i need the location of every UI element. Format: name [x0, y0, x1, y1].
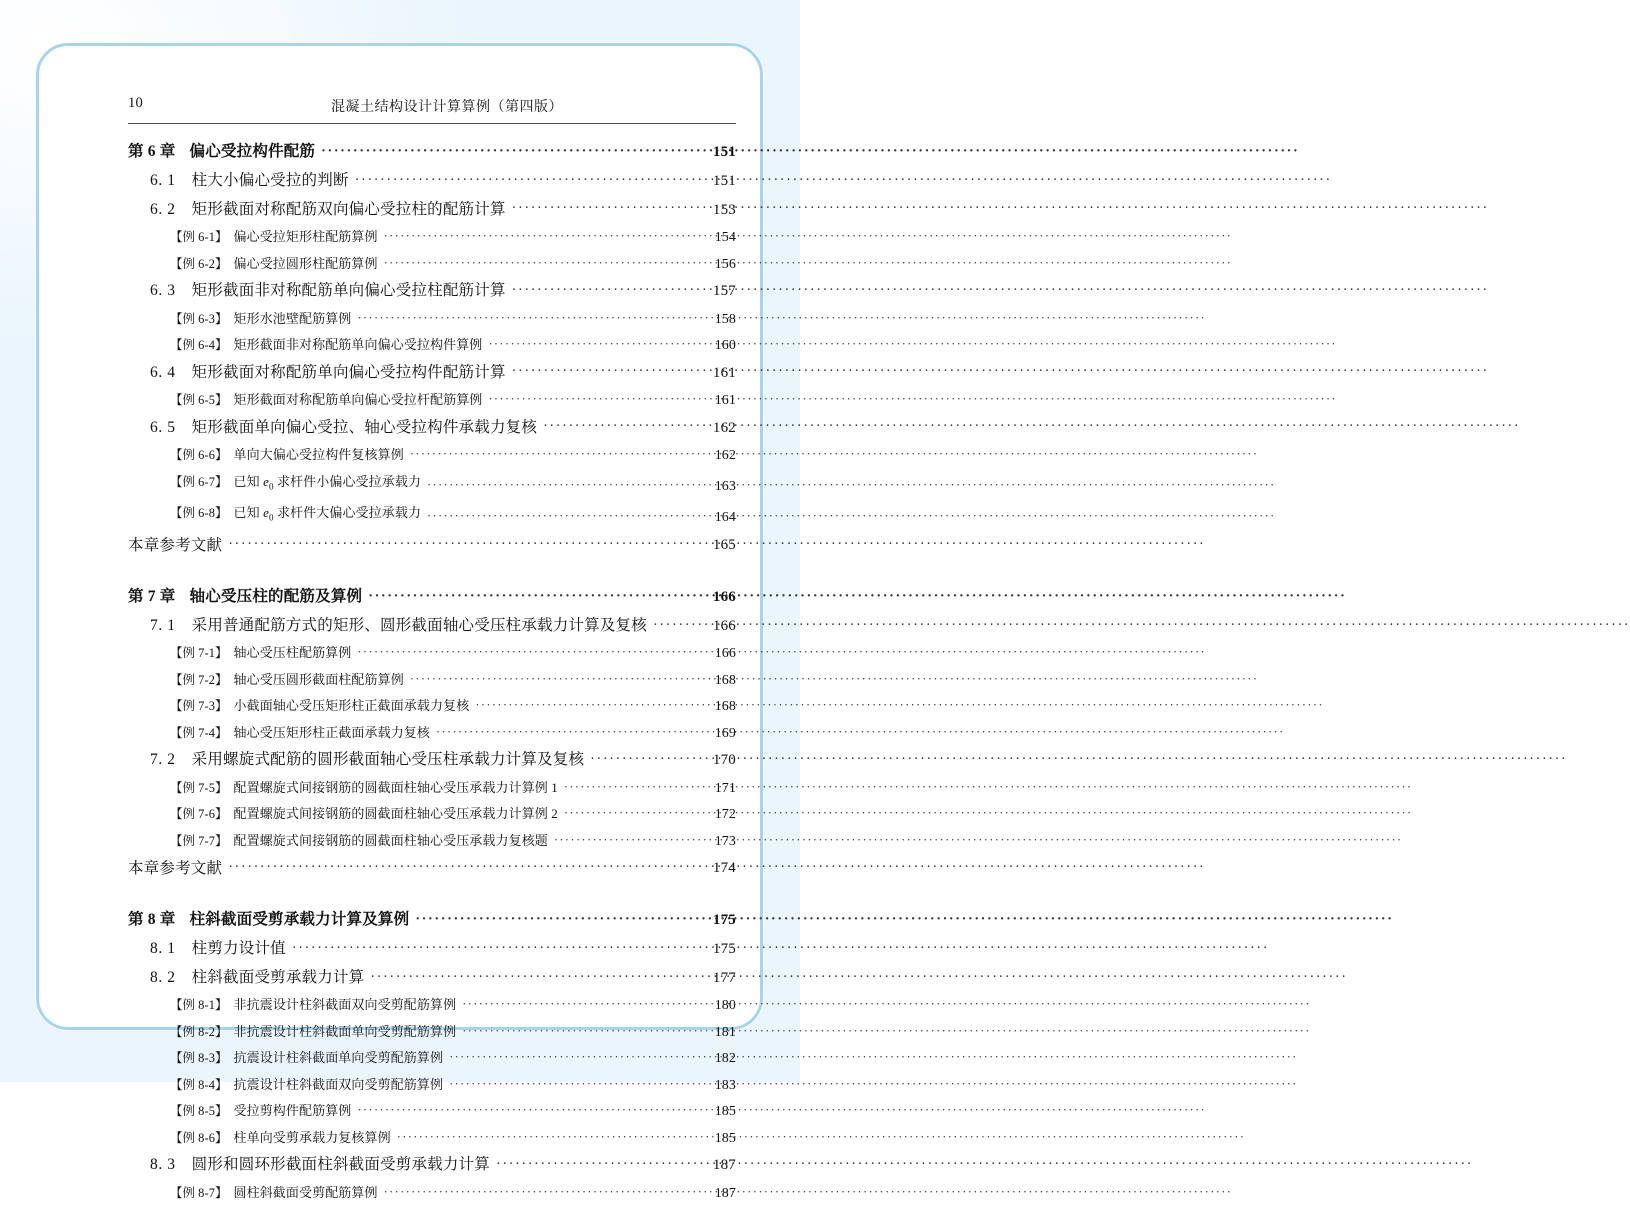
toc-example-entry[interactable]	[128, 992, 736, 1019]
toc-references-entry-title: 本章参考文献	[128, 860, 223, 878]
toc-section-entry-page-number: 153	[712, 201, 736, 218]
toc-example-entry[interactable]	[128, 640, 736, 667]
dot-leader	[357, 654, 702, 667]
toc-section-entry[interactable]	[128, 935, 736, 964]
toc-section-entry-title: 柱斜截面受剪承载力计算	[191, 968, 365, 986]
toc-section-entry-title: 采用螺旋式配筋的圆形截面轴心受压柱承载力计算及复核	[191, 751, 585, 769]
toc-section-entry-label	[150, 612, 647, 641]
toc-example-entry-title: 偏心受拉矩形柱配筋算例	[233, 229, 378, 244]
toc-example-entry-title: 配置螺旋式间接钢筋的圆截面柱轴心受压承载力复核题	[233, 832, 548, 848]
toc-section-entry-title: 矩形截面对称配筋单向偏心受拉构件配筋计算	[191, 363, 506, 381]
dot-leader	[228, 868, 702, 884]
toc-example-entry-page-number: 168	[714, 699, 736, 715]
chapter-spacer	[128, 560, 736, 582]
toc-references-entry-title: 本章参考文献	[128, 536, 223, 554]
dot-leader	[449, 1059, 702, 1072]
toc-example-entry-page-number: 185	[714, 1130, 736, 1146]
dot-leader	[415, 920, 702, 936]
toc-section-entry-title: 矩形截面非对称配筋单向偏心受拉柱配筋计算	[191, 282, 506, 299]
chapter-block	[128, 905, 736, 1206]
toc-example-entry-label	[170, 693, 469, 720]
toc-chapter-heading-title: 轴心受压柱的配筋及算例	[189, 587, 363, 605]
toc-references-entry[interactable]	[128, 854, 736, 883]
toc-example-entry-title: 单向大偏心受拉构件复核算例	[233, 447, 404, 462]
chapter-block	[128, 137, 736, 560]
toc-section-entry-page-number: 151	[712, 173, 736, 189]
toc-section-entry-label	[150, 196, 506, 225]
toc-example-entry-title: 矩形截面非对称配筋单向偏心受拉构件算例	[233, 337, 483, 352]
toc-section-entry-label	[150, 277, 506, 306]
toc-example-entry-title: 轴心受压柱配筋算例	[233, 645, 352, 661]
toc-example-entry[interactable]	[128, 775, 736, 802]
toc-example-entry-title: 柱单向受剪承载力复核算例	[233, 1129, 391, 1145]
toc-chapter-heading-page-number: 175	[712, 912, 736, 929]
toc-example-entry-page-number: 164	[714, 510, 736, 526]
book-title-header: 混凝土结构设计计算算例（第四版）	[331, 100, 563, 115]
toc-chapter-heading-number: 第 8 章	[128, 911, 176, 929]
toc-example-entry-label	[170, 306, 351, 333]
dot-leader	[368, 596, 702, 612]
toc-example-entry-title: 矩形水池壁配筋算例	[233, 310, 352, 326]
toc-example-entry-title: 受拉剪构件配筋算例	[233, 1103, 352, 1119]
dot-leader	[512, 290, 702, 306]
toc-example-entry[interactable]	[128, 1180, 736, 1206]
toc-example-entry-title: 抗震设计柱斜截面单向受剪配筋算例	[233, 1050, 444, 1066]
toc-example-entry-number: 【例 7-4】	[170, 725, 228, 740]
toc-example-entry[interactable]	[128, 1125, 736, 1152]
toc-example-entry-page-number: 187	[714, 1185, 736, 1201]
toc-example-entry-number: 【例 6-5】	[170, 393, 228, 407]
toc-example-entry-title: 圆柱斜截面受剪配筋算例	[233, 1184, 378, 1200]
document-page	[36, 43, 763, 1201]
toc-example-entry-page-number: 169	[714, 725, 736, 741]
toc-chapter-heading-title: 柱斜截面受剪承载力计算及算例	[189, 911, 410, 929]
dot-leader	[512, 372, 702, 388]
toc-example-entry-label	[170, 1180, 378, 1206]
toc-references-entry-label	[128, 854, 222, 883]
toc-example-entry-number: 【例 6-1】	[170, 230, 228, 244]
toc-example-entry-label	[170, 667, 404, 694]
chapter-spacer	[128, 883, 736, 905]
toc-section-entry-label	[150, 964, 364, 993]
dot-leader	[228, 544, 702, 560]
toc-section-entry-title: 矩形截面对称配筋双向偏心受拉柱的配筋计算	[191, 200, 506, 218]
toc-example-entry[interactable]	[128, 469, 736, 500]
toc-example-entry[interactable]	[128, 251, 736, 278]
math-symbol-e0: $e_0$	[263, 473, 274, 492]
toc-example-entry-label	[170, 720, 430, 747]
toc-example-entry-label	[170, 224, 378, 251]
toc-example-entry-title: 已知 $e_0$ 求杆件大偏心受拉承载力	[233, 504, 422, 523]
toc-section-entry[interactable]	[128, 359, 736, 388]
dot-leader	[427, 487, 702, 500]
dot-leader	[590, 759, 702, 775]
toc-section-entry-page-number: 177	[712, 969, 736, 986]
toc-example-entry[interactable]	[128, 387, 736, 414]
toc-example-entry-number: 【例 6-2】	[170, 256, 228, 271]
toc-chapter-heading-page-number: 166	[712, 588, 736, 605]
toc-chapter-heading-label	[128, 905, 409, 935]
toc-example-entry-page-number: 163	[714, 479, 736, 495]
toc-example-entry[interactable]	[128, 1098, 736, 1125]
toc-example-entry-page-number: 171	[714, 780, 736, 796]
toc-example-entry[interactable]	[128, 693, 736, 720]
toc-section-entry-label	[150, 414, 537, 443]
toc-references-entry[interactable]	[128, 531, 736, 560]
toc-example-entry-number: 【例 7-2】	[170, 672, 228, 687]
dot-leader	[357, 319, 702, 332]
toc-example-entry-page-number: 162	[714, 448, 736, 463]
toc-example-entry-label	[170, 1125, 391, 1152]
toc-section-entry-page-number: 162	[712, 419, 736, 436]
toc-example-entry[interactable]	[128, 667, 736, 694]
dot-leader	[384, 1193, 702, 1206]
toc-example-entry[interactable]	[128, 1045, 736, 1072]
toc-example-entry-page-number: 185	[714, 1104, 736, 1120]
toc-section-entry[interactable]	[128, 167, 736, 196]
page-folio-number: 10	[128, 95, 144, 111]
toc-section-entry-page-number: 175	[712, 941, 736, 958]
dot-leader	[321, 152, 702, 168]
toc-section-entry[interactable]	[128, 746, 736, 775]
toc-example-entry-page-number: 156	[714, 256, 736, 272]
toc-section-entry-number: 7. 1	[150, 616, 176, 634]
toc-example-entry-page-number: 158	[714, 311, 736, 327]
toc-example-entry-number: 【例 7-1】	[170, 646, 228, 661]
toc-example-entry-number: 【例 8-4】	[170, 1077, 228, 1092]
toc-references-entry-label	[128, 531, 222, 560]
toc-example-entry-title: 配置螺旋式间接钢筋的圆截面柱轴心受压承载力计算例 1	[233, 779, 558, 795]
toc-section-entry-title: 采用普通配筋方式的矩形、圆形截面轴心受压柱承载力计算及复核	[191, 616, 647, 634]
header-divider-rule	[128, 123, 736, 124]
toc-example-entry-page-number: 181	[714, 1024, 736, 1040]
toc-section-entry[interactable]	[128, 612, 736, 641]
toc-example-entry-label	[170, 640, 351, 667]
toc-example-entry-number: 【例 8-2】	[170, 1024, 228, 1039]
toc-example-entry-page-number: 183	[714, 1077, 736, 1093]
toc-section-entry-label	[150, 359, 506, 388]
toc-example-entry-number: 【例 8-3】	[170, 1051, 228, 1066]
toc-example-entry-title: 已知 $e_0$ 求杆件小偏心受拉承载力	[233, 473, 422, 492]
toc-section-entry[interactable]	[128, 196, 736, 225]
toc-example-entry-page-number: 166	[714, 646, 736, 662]
toc-chapter-heading[interactable]	[128, 137, 736, 167]
toc-example-entry[interactable]	[128, 1019, 736, 1046]
running-header	[128, 95, 736, 119]
toc-section-entry-number: 7. 2	[150, 751, 176, 769]
toc-section-entry-page-number: 166	[712, 617, 736, 634]
dot-leader	[355, 180, 702, 196]
toc-example-entry-title: 小截面轴心受压矩形柱正截面承载力复核	[233, 698, 470, 714]
dot-leader	[543, 427, 702, 443]
dot-leader	[564, 788, 702, 801]
toc-references-entry-page-number: 174	[712, 860, 736, 877]
toc-section-entry-number: 8. 2	[150, 968, 176, 986]
toc-section-entry[interactable]	[128, 964, 736, 993]
dot-leader	[292, 948, 702, 964]
toc-chapter-heading-label	[128, 137, 315, 167]
toc-example-entry-title: 偏心受拉圆形柱配筋算例	[233, 255, 378, 271]
toc-example-entry-number: 【例 8-1】	[170, 998, 228, 1013]
toc-example-entry-number: 【例 8-7】	[170, 1185, 228, 1200]
toc-example-entry-page-number: 182	[714, 1051, 736, 1067]
dot-leader	[653, 625, 702, 641]
toc-section-entry[interactable]	[128, 277, 736, 306]
toc-example-entry-number: 【例 7-3】	[170, 699, 228, 714]
toc-example-entry-page-number: 154	[714, 230, 736, 245]
toc-example-entry[interactable]	[128, 720, 736, 747]
dot-leader	[462, 1032, 702, 1045]
toc-section-entry-number: 6. 2	[150, 200, 176, 218]
dot-leader	[370, 977, 702, 993]
toc-section-entry-number: 6. 1	[150, 172, 176, 189]
toc-example-entry-label	[170, 992, 456, 1019]
toc-example-entry-page-number: 172	[714, 807, 736, 823]
toc-example-entry-number: 【例 8-5】	[170, 1104, 228, 1119]
math-symbol-e0: $e_0$	[263, 504, 274, 523]
toc-example-entry[interactable]	[128, 442, 736, 469]
toc-section-entry-label	[150, 167, 349, 196]
toc-example-entry-number: 【例 6-6】	[170, 448, 228, 462]
toc-example-entry[interactable]	[128, 828, 736, 855]
toc-section-entry-number: 8. 3	[150, 1156, 176, 1174]
toc-example-entry-title: 非抗震设计柱斜截面双向受剪配筋算例	[233, 997, 457, 1013]
toc-section-entry[interactable]	[128, 1151, 736, 1180]
dot-leader	[475, 707, 702, 720]
toc-section-entry-title: 矩形截面单向偏心受拉、轴心受拉构件承载力复核	[191, 418, 538, 436]
dot-leader	[564, 815, 702, 828]
toc-example-entry-number: 【例 7-6】	[170, 807, 228, 822]
dot-leader	[462, 1006, 702, 1019]
toc-example-entry-number: 【例 7-5】	[170, 780, 228, 795]
toc-example-entry-number: 【例 6-8】	[170, 505, 228, 520]
toc-example-entry-label	[170, 332, 482, 359]
toc-example-entry-number: 【例 8-6】	[170, 1130, 228, 1145]
toc-example-entry-label	[170, 801, 558, 828]
toc-chapter-heading-number: 第 6 章	[128, 143, 176, 160]
toc-chapter-heading-page-number: 151	[712, 144, 736, 160]
toc-example-entry-label	[170, 387, 482, 414]
toc-example-entry-number: 【例 6-7】	[170, 474, 228, 489]
toc-example-entry-page-number: 173	[714, 833, 736, 849]
toc-example-entry[interactable]	[128, 801, 736, 828]
dot-leader	[410, 456, 702, 469]
toc-section-entry-title: 柱剪力设计值	[191, 940, 286, 958]
toc-example-entry-label	[170, 1072, 443, 1099]
toc-example-entry-label	[170, 500, 421, 531]
toc-example-entry[interactable]	[128, 306, 736, 333]
toc-example-entry-page-number: 161	[714, 393, 736, 408]
toc-section-entry-title: 柱大小偏心受拉的判断	[191, 172, 349, 189]
toc-example-entry-label	[170, 1098, 351, 1125]
toc-example-entry-number: 【例 7-7】	[170, 833, 228, 848]
toc-example-entry[interactable]	[128, 224, 736, 251]
toc-example-entry-number: 【例 6-3】	[170, 311, 228, 326]
toc-section-entry-label	[150, 1151, 490, 1180]
toc-chapter-heading-number: 第 7 章	[128, 587, 176, 605]
dot-leader	[357, 1112, 702, 1125]
toc-example-entry-label	[170, 251, 378, 278]
toc-example-entry-title: 矩形截面对称配筋单向偏心受拉杆配筋算例	[233, 392, 483, 407]
toc-example-entry[interactable]	[128, 1072, 736, 1099]
toc-example-entry-label	[170, 828, 548, 855]
toc-example-entry-label	[170, 1019, 456, 1046]
toc-example-entry-label	[170, 1045, 443, 1072]
toc-section-entry-number: 8. 1	[150, 940, 176, 958]
dot-leader	[496, 1164, 702, 1180]
toc-section-entry-number: 6. 5	[150, 418, 176, 436]
toc-chapter-heading-title: 偏心受拉构件配筋	[189, 143, 316, 160]
toc-chapter-heading[interactable]	[128, 905, 736, 935]
dot-leader	[410, 680, 702, 693]
dot-leader	[384, 238, 702, 251]
dot-leader	[449, 1085, 702, 1098]
toc-example-entry-number: 【例 6-4】	[170, 338, 228, 352]
toc-example-entry-page-number: 160	[714, 338, 736, 353]
toc-section-entry-number: 6. 4	[150, 363, 176, 381]
toc-section-entry-page-number: 157	[712, 283, 736, 299]
toc-example-entry-label	[170, 469, 421, 500]
toc-example-entry[interactable]	[128, 332, 736, 359]
toc-example-entry-title: 非抗震设计柱斜截面单向受剪配筋算例	[233, 1023, 457, 1039]
toc-section-entry-label	[150, 935, 286, 964]
toc-example-entry-title: 配置螺旋式间接钢筋的圆截面柱轴心受压承载力计算例 2	[233, 806, 558, 822]
toc-section-entry-page-number: 170	[712, 752, 736, 769]
toc-chapter-heading-label	[128, 582, 362, 612]
toc-example-entry-title: 轴心受压矩形柱正截面承载力复核	[233, 724, 431, 740]
toc-example-entry-label	[170, 775, 558, 802]
toc-example-entry-title: 轴心受压圆形截面柱配筋算例	[233, 671, 404, 687]
toc-section-entry-number: 6. 3	[150, 282, 176, 299]
toc-section-entry-title: 圆形和圆环形截面柱斜截面受剪承载力计算	[191, 1156, 490, 1174]
toc-example-entry-label	[170, 442, 404, 469]
toc-section-entry-label	[150, 746, 584, 775]
toc-example-entry-page-number: 180	[714, 998, 736, 1014]
toc-example-entry[interactable]	[128, 500, 736, 531]
toc-chapter-heading[interactable]	[128, 582, 736, 612]
table-of-contents	[128, 137, 736, 1206]
toc-section-entry-page-number: 161	[712, 364, 736, 381]
toc-example-entry-title: 抗震设计柱斜截面双向受剪配筋算例	[233, 1076, 444, 1092]
chapter-block	[128, 582, 736, 884]
toc-section-entry[interactable]	[128, 414, 736, 443]
toc-section-entry-page-number: 187	[712, 1157, 736, 1174]
dot-leader	[512, 209, 702, 225]
toc-example-entry-page-number: 168	[714, 672, 736, 688]
toc-references-entry-page-number: 165	[712, 536, 736, 553]
